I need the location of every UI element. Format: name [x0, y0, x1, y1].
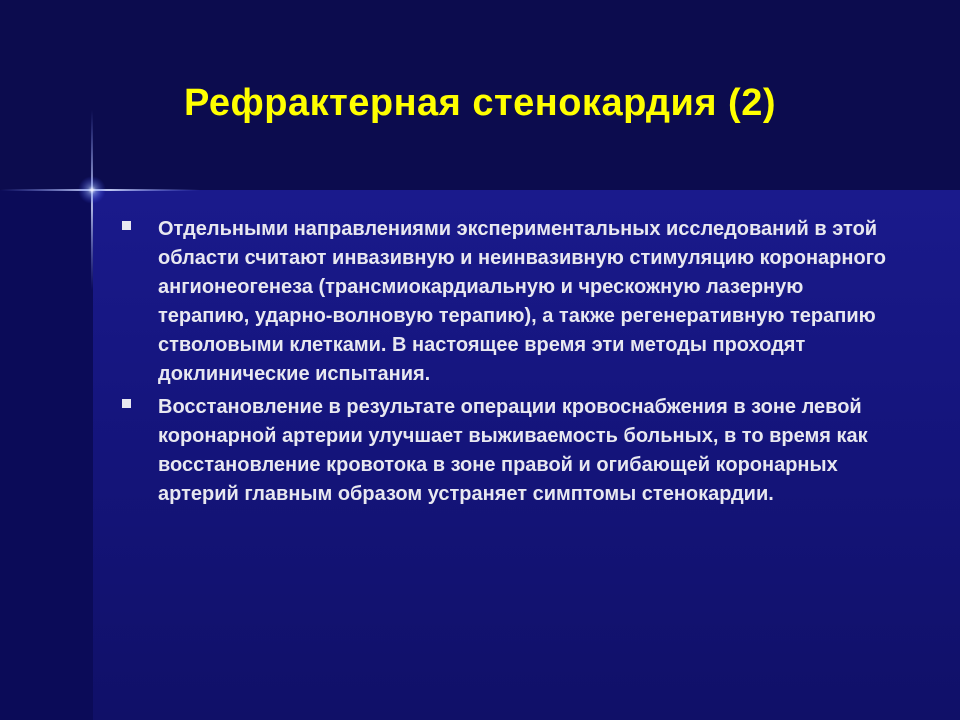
bullet-text: Восстановление в результате операции кровоснабжения в зоне левой коронарной артерии улучшает выживаемость больных, в то время как восстановление кровотока в зоне правой и огибающей коронарных артерий главным образом устраняет симптомы стенокардии.: [158, 396, 868, 505]
slide-title: Рефрактерная стенокардия (2): [183, 82, 777, 124]
bullet-list: [122, 215, 892, 513]
bullet-text: Отдельными направлениями экспериментальных исследований в этой области считают инвазивную и неинвазивную стимуляцию коронарного ангионеогенеза (трансмиокардиальную и чрескожную лазерную терапию, ударно-волновую терапию), а также регенеративную терапию стволовыми клетками. В настоящее время эти методы проходят доклинические испытания.: [158, 218, 886, 385]
bullet-item: [122, 215, 892, 389]
square-bullet-icon: [122, 399, 131, 408]
square-bullet-icon: [122, 221, 131, 230]
bullet-item: [122, 393, 892, 509]
left-strip: [0, 190, 93, 720]
